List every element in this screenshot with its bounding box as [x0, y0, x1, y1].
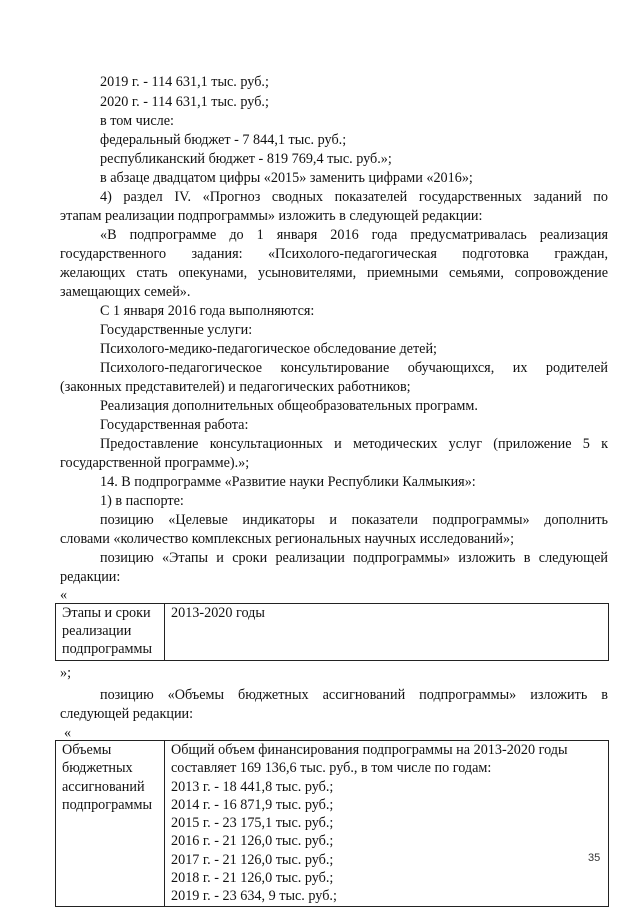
text-line: Психолого-медико-педагогическое обследование детей; — [100, 341, 437, 357]
text-line: С 1 января 2016 года выполняются: — [100, 303, 315, 319]
text-line: (законных представителей) и педагогических работников; — [60, 379, 411, 395]
table-label-cell — [56, 741, 165, 907]
text-line: в абзаце двадцатом цифры «2015» заменить цифрами «2016»; — [100, 170, 473, 186]
text-line: республиканский бюджет - 819 769,4 тыс. руб.»; — [100, 151, 392, 167]
text-line: этапам реализации подпрограммы» изложить в следующей редакции: — [60, 208, 483, 224]
text-line: государственной программе).»; — [60, 455, 250, 471]
table-budget — [55, 740, 609, 907]
text-line: 14. В подпрограмме «Развитие науки Республики Калмыкия»: — [100, 474, 476, 490]
label-line: подпрограммы — [62, 641, 152, 657]
text-line: замещающих семей». — [60, 284, 191, 300]
value-line: 2019 г. - 23 634, 9 тыс. руб.; — [171, 888, 337, 905]
text-line: Реализация дополнительных общеобразовательных программ. — [100, 398, 478, 414]
text-line: Психолого-педагогическое консультирование обучающихся, их родителей — [100, 360, 608, 376]
text-line: государственного задания: «Психолого-педагогическая подготовка граждан, — [60, 246, 608, 262]
label-line: Объемы — [62, 742, 112, 758]
table-row — [56, 741, 609, 907]
text-line: Государственные услуги: — [100, 322, 253, 338]
table-label-cell — [56, 604, 165, 661]
text-line: 4) раздел IV. «Прогноз сводных показателей государственных заданий по — [100, 189, 608, 205]
label-line: бюджетных — [62, 760, 133, 777]
text-line: позицию «Этапы и сроки реализации подпрограммы» изложить в следующей — [100, 550, 608, 566]
quote-close: »; — [60, 665, 72, 681]
text-line: словами «количество комплексных региональных научных исследований»; — [60, 531, 515, 547]
value-line: 2013 г. - 18 441,8 тыс. руб.; — [171, 778, 334, 795]
label-line: реализации — [62, 623, 132, 639]
text-line: федеральный бюджет - 7 844,1 тыс. руб.; — [100, 132, 347, 148]
table-row — [56, 604, 609, 661]
value-line: 2015 г. - 23 175,1 тыс. руб.; — [171, 815, 334, 832]
quote-open: « — [64, 725, 72, 741]
text-line: желающих стать опекунами, усыновителями, приемными семьями, сопровождение — [60, 265, 608, 281]
label-line: подпрограммы — [62, 796, 152, 813]
quote-open: « — [60, 587, 68, 603]
value-line: 2017 г. - 21 126,0 тыс. руб.; — [171, 851, 334, 868]
text-line: 2020 г. - 114 631,1 тыс. руб.; — [100, 94, 269, 110]
table-value-cell — [165, 604, 609, 661]
text-line: 2019 г. - 114 631,1 тыс. руб.; — [100, 74, 269, 90]
text-line: редакции: — [60, 569, 121, 585]
label-line: ассигнований — [62, 778, 145, 795]
value-line: 2018 г. - 21 126,0 тыс. руб.; — [171, 870, 334, 887]
label-line: Этапы и сроки — [62, 605, 151, 621]
value-line: Общий объем финансирования подпрограммы на 2013-2020 годы — [171, 742, 568, 758]
text-line: позицию «Целевые индикаторы и показатели подпрограммы» дополнить — [100, 512, 608, 528]
value-line: 2014 г. - 16 871,9 тыс. руб.; — [171, 796, 334, 813]
value-line: 2013-2020 годы — [171, 605, 265, 621]
text-line: «В подпрограмме до 1 января 2016 года предусматривалась реализация — [100, 227, 608, 243]
text-line: в том числе: — [100, 113, 174, 129]
table-value-cell — [165, 741, 609, 907]
text-line: позицию «Объемы бюджетных ассигнований подпрограммы» изложить в — [100, 687, 608, 703]
text-line: Государственная работа: — [100, 417, 249, 433]
value-line: составляет 169 136,6 тыс. руб., в том числе по годам: — [171, 760, 492, 777]
value-line: 2016 г. - 21 126,0 тыс. руб.; — [171, 833, 334, 850]
text-line: следующей редакции: — [60, 706, 194, 722]
text-line: 1) в паспорте: — [100, 493, 184, 509]
page-number: 35 — [588, 852, 601, 864]
table-stages — [55, 603, 609, 661]
text-line: Предоставление консультационных и методических услуг (приложение 5 к — [100, 436, 608, 452]
